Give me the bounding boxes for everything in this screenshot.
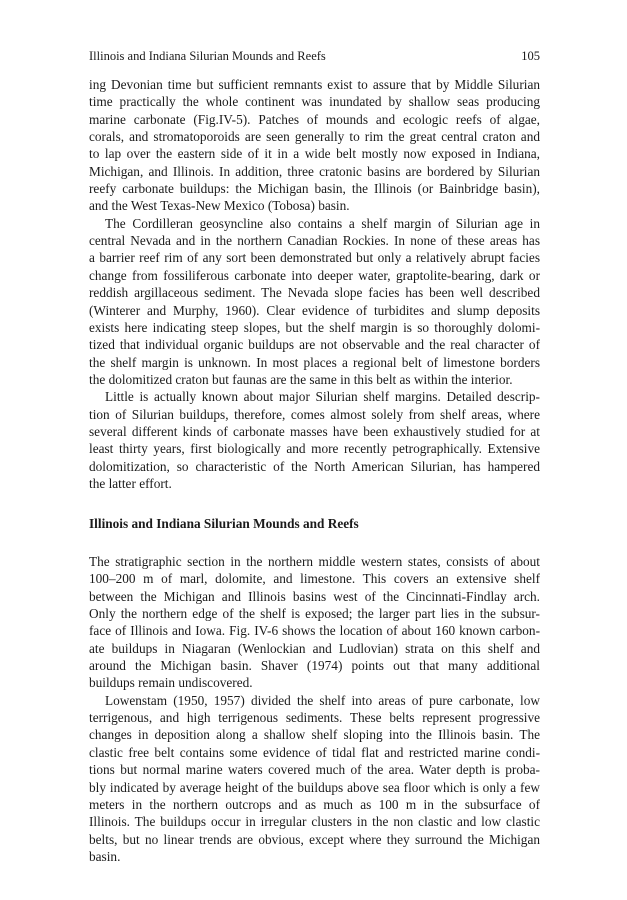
paragraph-1	[89, 76, 540, 215]
text-line: basin.	[89, 848, 121, 864]
text-line: meters in the northern outcrops and as much as 100 m in the subsurface of	[89, 796, 540, 812]
text-line: (Winterer and Murphy, 1960). Clear evidence of turbidites and slump deposits	[89, 302, 540, 318]
text-line: buildups remain undiscovered.	[89, 675, 253, 691]
text-line: Illinois. The buildups occur in irregular clusters in the non clastic and low clastic	[89, 814, 540, 830]
text-line: several different kinds of carbonate masses have been exhaustively studied for at	[89, 423, 540, 439]
text-line: a barrier reef rim of any sort been demonstrated but only a relatively abrupt facies	[89, 250, 540, 266]
section-paragraph-2	[89, 692, 540, 865]
text-line: Only the northern edge of the shelf is exposed; the larger part lies in the subsur-	[89, 606, 540, 622]
text-line: to lap over the eastern side of it in a wide belt mostly now exposed in Indiana,	[89, 146, 540, 162]
section-paragraph-1	[89, 553, 540, 692]
text-line: tions but normal marine waters covered much of the area. Water depth is proba-	[89, 762, 540, 778]
text-line: central Nevada and in the northern Canadian Rockies. In none of these areas has	[89, 233, 540, 249]
text-line: bly indicated by average height of the buildups above sea floor which is only a few	[89, 779, 540, 795]
text-line: The stratigraphic section in the northern middle western states, consists of about	[89, 554, 540, 569]
text-line: 100–200 m of marl, dolomite, and limestone. This covers an extensive shelf	[89, 571, 540, 587]
text-line: and the West Texas-New Mexico (Tobosa) basin.	[89, 198, 350, 214]
text-line: tion of Silurian buildups, therefore, comes almost solely from shelf areas, where	[89, 406, 540, 422]
text-line: face of Illinois and Iowa. Fig. IV-6 shows the location of about 160 known carbon-	[89, 623, 540, 639]
text-line: least thirty years, first biologically and more recently petrographically. Extensive	[89, 441, 540, 457]
text-line: Lowenstam (1950, 1957) divided the shelf into areas of pure carbonate, low	[105, 692, 540, 708]
text-line: the latter effort.	[89, 476, 172, 492]
text-line: terrigenous, and high terrigenous sediments. These belts represent progressive	[89, 710, 540, 726]
text-line: The Cordilleran geosyncline also contains a shelf margin of Silurian age in	[105, 215, 540, 231]
text-line: marine carbonate (Fig.IV-5). Patches of mounds and ecologic reefs of algae,	[89, 111, 540, 127]
text-line: time practically the whole continent was inundated by shallow seas producing	[89, 94, 540, 110]
text-line: change from fossiliferous carbonate into deeper water, graptolite-bearing, dark or	[89, 267, 540, 283]
running-header	[89, 47, 540, 65]
text-line: reddish argillaceous sediment. The Nevada slope facies has been well described	[89, 285, 540, 301]
text-line: belts, but no linear trends are obvious, except where they surround the Michigan	[89, 831, 540, 847]
text-line: Little is actually known about major Silurian shelf margins. Detailed descrip-	[105, 389, 540, 405]
text-line: the dolomitized craton but faunas are the same in this belt as within the interior.	[89, 371, 513, 387]
text-line: tized that individual organic buildups are not observable and the real character of	[89, 337, 540, 353]
text-line: reefy carbonate buildups: the Michigan basin, the Illinois (or Bainbridge basin),	[89, 181, 540, 197]
paragraph-3	[89, 388, 540, 492]
text-line: ing Devonian time but sufficient remnants exist to assure that by Middle Silurian	[89, 77, 540, 92]
text-line: ate buildups in Niagaran (Wenlockian and Ludlovian) strata on this shelf and	[89, 640, 540, 656]
page-number: 105	[521, 49, 540, 63]
section-heading: Illinois and Indiana Silurian Mounds and Reefs	[89, 516, 359, 531]
text-line: clastic free belt contains some evidence of tidal flat and restricted marine condi-	[89, 744, 540, 760]
text-line: corals, and stromatoporoids are seen generally to rim the great central craton and	[89, 129, 540, 145]
text-line: Michigan, and Illinois. In addition, three cratonic basins are bordered by Silurian	[89, 163, 540, 179]
paragraph-2	[89, 215, 540, 388]
text-line: the shelf margin is unknown. In most places a regional belt of limestone borders	[89, 354, 540, 370]
text-line: dolomitization, so characteristic of the North American Silurian, has hampered	[89, 458, 540, 474]
text-line: exists here indicating steep slopes, but the shelf margin is so thoroughly dolomi-	[89, 319, 540, 335]
running-title: Illinois and Indiana Silurian Mounds and Reefs	[89, 49, 326, 63]
text-line: around the Michigan basin. Shaver (1974) points out that many additional	[89, 658, 540, 674]
text-line: between the Michigan and Illinois basins west of the Cincinnati-Findlay arch.	[89, 588, 540, 604]
text-line: changes in deposition along a shallow shelf sloping into the Illinois basin. The	[89, 727, 540, 743]
